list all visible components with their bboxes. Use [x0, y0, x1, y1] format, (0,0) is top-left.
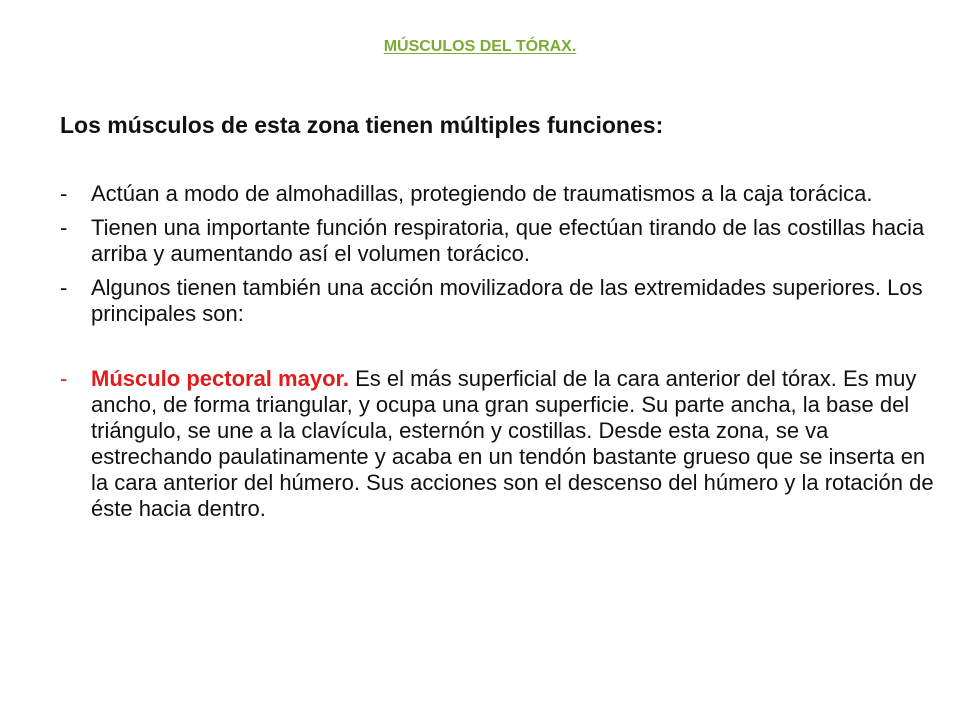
bullet-item-respiratoria	[60, 215, 936, 267]
bullet-item-movilizadora	[60, 275, 936, 327]
bullet-item-almohadillas	[60, 181, 936, 207]
bullet-marker-highlight: -	[60, 366, 68, 391]
slide-title: MÚSCULOS DEL TÓRAX.	[383, 38, 577, 55]
bullet-marker: -	[60, 181, 68, 206]
bullet-marker: -	[60, 215, 68, 240]
intro-heading: Los músculos de esta zona tienen múltiples funciones:	[60, 112, 664, 138]
bullet-text: Algunos tienen también una acción movilizadora de las extremidades superiores. Los principales son:	[91, 275, 923, 326]
bullet-text: Es el más superficial de la cara anterior del tórax. Es muy ancho, de forma triangular, y ocupa una gran superficie. Su parte ancha, la base del triángulo, se une a la clavícula, esternón y costillas. Desde esta zona, se va estrechando paulatinamente y acaba en un tendón bastante grueso que se inserta en la cara anterior del húmero. Sus acciones son el descenso del húmero y la rotación de éste hacia dentro.	[91, 366, 934, 521]
bullet-item-pectoral-mayor	[60, 366, 936, 522]
bullet-text: Tienen una importante función respiratoria, que efectúan tirando de las costillas hacia arriba y aumentando así el volumen torácico.	[91, 215, 925, 266]
muscle-name-highlight: Músculo pectoral mayor.	[91, 366, 349, 391]
bullet-list	[60, 181, 936, 530]
bullet-marker: -	[60, 275, 68, 300]
bullet-text: Actúan a modo de almohadillas, protegiendo de traumatismos a la caja torácica.	[91, 181, 873, 206]
